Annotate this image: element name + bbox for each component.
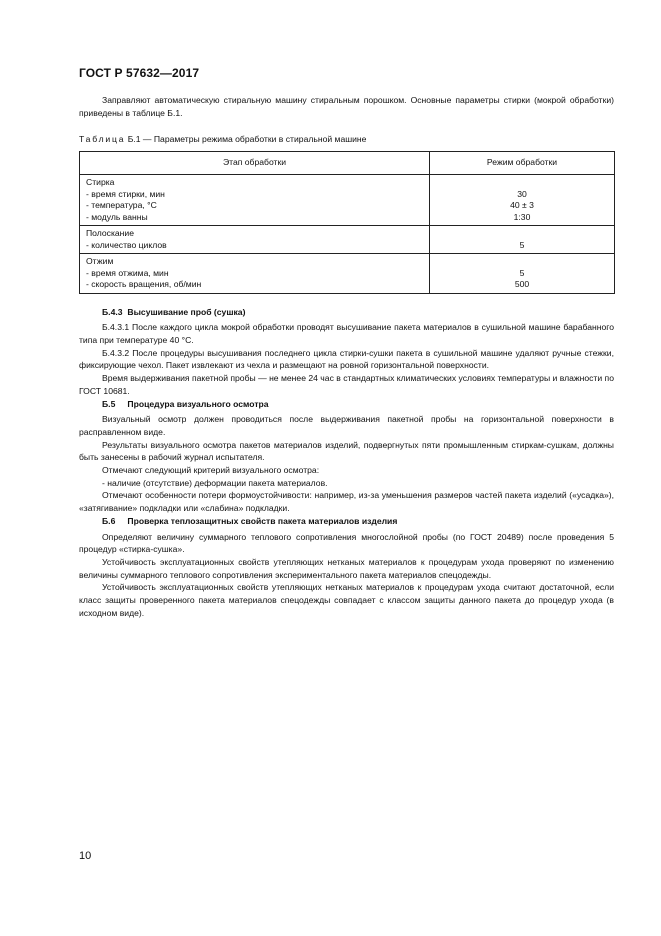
stage-line: - количество циклов <box>86 239 167 250</box>
stage-line: - время отжима, мин <box>86 267 169 278</box>
mode-line <box>436 256 608 268</box>
paragraph: Устойчивость эксплуатационных свойств утепляющих нетканых материалов к процедурам ухода проверяют по изменению величины суммарного теплового сопротивления экспериментального пакета материалов спецодежды. <box>79 556 614 580</box>
paragraph: Устойчивость эксплуатационных свойств утепляющих нетканых материалов к процедурам ухода считают достаточной, если класс защиты проверенного пакета материалов спецодежды совпадает с классом защиты данного пакета до процедур ухода (в исходном виде). <box>79 582 614 618</box>
stage-cell <box>80 226 430 254</box>
parameters-table <box>79 151 615 294</box>
table-caption-text: Б.1 — Параметры режима обработки в стиральной машине <box>127 134 367 145</box>
table-header-cell: Режим обработки <box>430 152 615 175</box>
section-title: Проверка теплозащитных свойств пакета материалов изделия <box>127 515 398 526</box>
section-heading-b43 <box>79 306 614 319</box>
page-number: 10 <box>79 850 92 862</box>
page-header: ГОСТ Р 57632—2017 <box>79 66 200 80</box>
paragraph: - наличие (отсутствие) деформации пакета материалов. <box>102 477 328 488</box>
paragraph: Визуальный осмотр должен проводиться после выдерживания пакетной пробы на горизонтальной поверхности в расправленном виде. <box>79 414 614 437</box>
stage-cell <box>80 175 430 226</box>
paragraph: Результаты визуального осмотра пакетов материалов изделий, подвергнутых пяти промышленным стиркам-сушкам, должны быть занесены в рабочий журнал испытателя. <box>79 439 614 463</box>
paragraph: Время выдерживания пакетной пробы — не менее 24 час в стандартных климатических условиях температуры и влажности по ГОСТ 10681. <box>79 373 614 396</box>
paragraph: Б.4.3.2 После процедуры высушивания последнего цикла стирки-сушки пакета в сушильной машине удаляют ручные стежки, фиксирующие чехол. Пакет извлекают из чехла и размещают на ровной горизонтальной поверхности. <box>79 347 614 371</box>
stage-line: - скорость вращения, об/мин <box>86 279 202 290</box>
stage-line: Отжим <box>86 256 114 267</box>
section-heading-b5 <box>79 398 614 411</box>
stage-line: - время стирки, мин <box>86 188 165 199</box>
mode-line: 40 ± 3 <box>510 200 534 211</box>
mode-line: 5 <box>519 239 525 250</box>
page-content <box>79 94 614 619</box>
section-number: Б.6 <box>102 515 116 526</box>
mode-line <box>436 177 608 189</box>
paragraph: Отмечают особенности потери формоустойчивости: например, из-за уменьшения размеров частей пакета изделий («усадка»), «затягивание» подкладки или «слабина» подкладки. <box>79 490 614 514</box>
mode-line <box>436 228 608 240</box>
section-title: Процедура визуального осмотра <box>127 398 269 409</box>
stage-cell <box>80 254 430 294</box>
mode-line: 1:30 <box>513 211 531 222</box>
section-number: Б.5 <box>102 398 116 409</box>
paragraph: Б.4.3.1 После каждого цикла мокрой обработки проводят высушивание пакета материалов в сушильной машине барабанного типа при температуре 40 °С. <box>79 322 614 346</box>
table-caption <box>79 133 614 146</box>
stage-line: Полоскание <box>86 228 135 239</box>
paragraph: Определяют величину суммарного теплового сопротивления многослойной пробы (по ГОСТ 20489) после проведения 5 процедур «стирка-сушка». <box>79 531 614 555</box>
mode-cell <box>430 226 615 254</box>
table-caption-label: Таблица <box>79 134 126 145</box>
mode-cell <box>430 254 615 294</box>
table-row <box>80 254 615 294</box>
mode-line: 500 <box>514 279 530 290</box>
mode-line: 5 <box>519 267 525 278</box>
stage-line: - температура, °С <box>86 200 157 211</box>
section-heading-b6 <box>79 515 614 528</box>
section-number: Б.4.3 <box>102 306 123 317</box>
intro-paragraph: Заправляют автоматическую стиральную машину стиральным порошком. Основные параметры стирки (мокрой обработки) приведены в таблице Б.1. <box>79 95 614 118</box>
mode-cell <box>430 175 615 226</box>
table-header-row <box>80 152 615 175</box>
table-header-cell: Этап обработки <box>80 152 430 175</box>
paragraph: Отмечают следующий критерий визуального осмотра: <box>102 465 320 476</box>
table-row <box>80 175 615 226</box>
stage-line: Стирка <box>86 177 115 188</box>
section-title: Высушивание проб (сушка) <box>127 306 246 317</box>
table-row <box>80 226 615 254</box>
stage-line: - модуль ванны <box>86 211 148 222</box>
mode-line: 30 <box>517 188 527 199</box>
